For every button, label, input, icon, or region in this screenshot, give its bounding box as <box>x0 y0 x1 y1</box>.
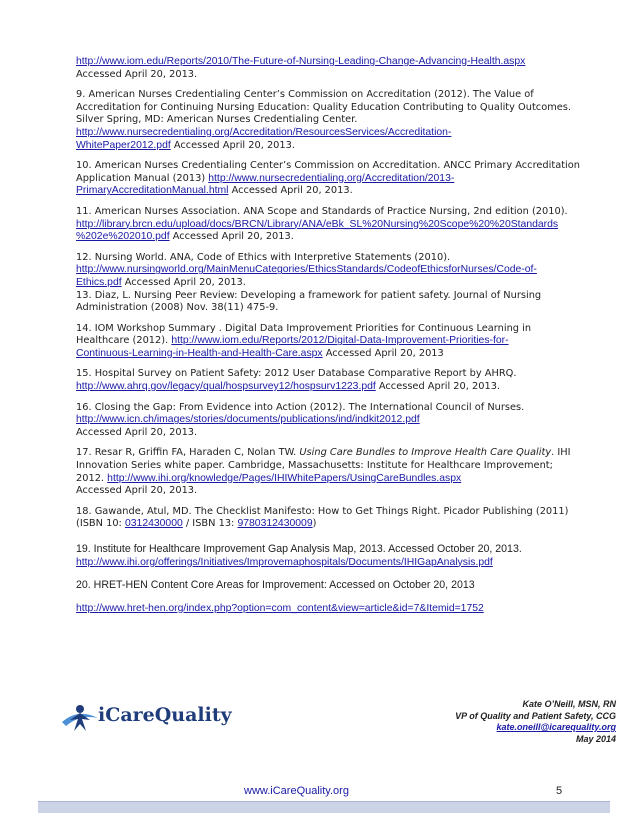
reference-link[interactable]: 9780312430009 <box>237 518 313 530</box>
reference-line <box>76 185 572 198</box>
logo-text: iCareQuality <box>98 704 232 726</box>
references-list <box>76 56 580 623</box>
reference-text: Accessed April 20, 2013. <box>121 276 246 288</box>
reference-text: Accessed April 20, 2013. <box>76 68 198 80</box>
reference-link[interactable]: http://www.icn.ch/images/stories/documents/publications/ind/indkit2012.pdf <box>76 414 420 426</box>
reference-text: (ISBN 10: <box>76 518 125 530</box>
reference-text: 12. Nursing World. ANA, Code of Ethics with Interpretive Statements (2010). <box>76 251 451 263</box>
author-name: Kate O’Neill, MSN, RN <box>522 699 616 709</box>
reference-line <box>76 460 572 473</box>
reference-line <box>76 89 572 102</box>
reference-link[interactable]: %202e%202010.pdf <box>76 231 170 243</box>
reference-text: Accreditation for Continuing Nursing Education: Quality Education Contributing to Quality Outcomes. <box>76 101 571 113</box>
reference-link[interactable]: http://www.nursecredentialing.org/Accreditation/2013- <box>208 172 455 184</box>
reference-text: Accessed April 20, 2013. <box>76 426 198 438</box>
reference-link[interactable]: http://library.brcn.edu/upload/docs/BRCN/Library/ANA/eBk_SL%20Nursing%20Scope%20%20Standards <box>76 218 559 230</box>
reference-text: Innovation Series white paper. Cambridge, Massachusetts: Institute for Healthcare Improvement; <box>76 460 553 472</box>
reference-text: 9. American Nurses Credentialing Center’s Commission on Accreditation (2012). The Value of <box>76 89 534 101</box>
reference-text: / ISBN 13: <box>182 518 238 530</box>
reference-link[interactable]: http://www.nursingworld.org/MainMenuCategories/EthicsStandards/CodeofEthicsforNurses/Code-of- <box>76 264 537 276</box>
reference-line <box>76 277 572 290</box>
reference-text: Accessed April 20, 2013. <box>76 485 198 497</box>
reference-line <box>76 485 572 498</box>
author-title: VP of Quality and Patient Safety, CCG <box>455 710 616 721</box>
reference-line <box>76 264 572 277</box>
reference-line <box>76 414 572 427</box>
reference-text: Accessed April 20, 2013. <box>169 231 294 243</box>
reference-line <box>76 140 572 153</box>
reference-entry <box>76 252 572 315</box>
reference-line <box>76 518 572 531</box>
reference-text: . IHI <box>551 447 571 459</box>
reference-text: Administration (2008) Nov. 38(11) 475-9. <box>76 302 279 314</box>
reference-entry <box>76 579 572 593</box>
reference-line <box>76 603 572 616</box>
reference-line <box>76 252 572 265</box>
reference-entry <box>76 206 572 244</box>
reference-text: 11. American Nurses Association. ANA Scope and Standards of Practice Nursing, 2nd edition (2010). <box>76 205 568 217</box>
author-email-link[interactable]: kate.oneill@icarequality.org <box>496 722 616 732</box>
reference-text: 14. IOM Workshop Summary . Digital Data Improvement Priorities for Continuous Learning in <box>76 322 532 334</box>
reference-text: 20. HRET-HEN Content Core Areas for Improvement: Accessed on October 20, 2013 <box>76 579 475 592</box>
reference-text: 10. American Nurses Credentialing Center’s Commission on Accreditation. ANCC Primary Accreditation <box>76 160 580 172</box>
reference-line <box>76 290 572 303</box>
reference-text: 2012. <box>76 472 108 484</box>
footer-website-link[interactable]: www.iCareQuality.org <box>244 785 349 797</box>
reference-line <box>76 557 572 570</box>
reference-line <box>76 402 572 415</box>
reference-text: 18. Gawande, Atul, MD. The Checklist Manifesto: How to Get Things Right. Picador Publishing (2011) <box>76 505 569 517</box>
reference-entry <box>76 447 572 497</box>
reference-entry <box>76 160 580 198</box>
reference-entry <box>76 323 572 361</box>
reference-text: Accessed April 20, 2013. <box>375 381 501 393</box>
reference-link[interactable]: http://www.ihi.org/knowledge/Pages/IHIWhitePapers/UsingCareBundles.aspx <box>107 472 462 484</box>
reference-line <box>76 219 572 232</box>
reference-text: Healthcare (2012). <box>76 335 172 347</box>
reference-entry <box>76 368 572 393</box>
reference-link[interactable]: http://www.hret-hen.org/index.php?option=com_content&view=article&id=7&Itemid=1752 <box>76 602 484 614</box>
star-person-icon <box>60 700 100 734</box>
reference-text: Accessed October 20, 2013. <box>388 543 522 555</box>
reference-line <box>76 160 580 173</box>
reference-line <box>76 323 572 336</box>
reference-line <box>76 127 572 140</box>
reference-line <box>76 302 572 315</box>
reference-entry <box>76 543 572 569</box>
reference-link[interactable]: PrimaryAccreditationManual.html <box>76 185 229 197</box>
reference-line <box>76 173 572 186</box>
reference-line <box>76 447 572 460</box>
icarequality-logo <box>60 700 232 734</box>
reference-entry <box>76 56 572 81</box>
reference-line <box>76 102 572 115</box>
reference-link[interactable]: http://www.iom.edu/Reports/2010/The-Future-of-Nursing-Leading-Change-Advancing-Health.aspx <box>76 56 526 67</box>
reference-line <box>76 206 572 219</box>
reference-text: Accessed April 20, 2013. <box>170 139 295 151</box>
reference-text: Application Manual (2013) <box>76 172 209 184</box>
reference-text: 13. Diaz, L. Nursing Peer Review: Developing a framework for patient safety. Journal of Nursing <box>76 289 542 301</box>
reference-text: 16. Closing the Gap: From Evidence into Action (2012). The International Council of Nurses. <box>76 401 525 413</box>
reference-line <box>76 506 572 519</box>
reference-link[interactable]: Continuous-Learning-in-Health-and-Health-Care.aspx <box>76 347 323 359</box>
reference-line <box>76 579 572 593</box>
reference-line <box>76 473 572 486</box>
reference-line <box>76 543 572 557</box>
reference-line <box>76 231 572 244</box>
reference-italic-title: Using Care Bundles to Improve Health Care Quality <box>299 447 552 459</box>
reference-text: 15. Hospital Survey on Patient Safety: 2012 User Database Comparative Report by AHRQ. <box>76 368 517 380</box>
reference-entry <box>76 506 572 531</box>
reference-text: 17. Resar R, Griffin FA, Haraden C, Nolan TW. <box>76 447 300 459</box>
reference-link[interactable]: Ethics.pdf <box>76 276 122 288</box>
page-number: 5 <box>556 785 563 797</box>
reference-line <box>76 114 572 127</box>
reference-text: Accessed April 20, 2013. <box>228 185 353 197</box>
reference-entry <box>76 603 572 616</box>
reference-text: 19. Institute for Healthcare Improvement Gap Analysis Map, 2013. <box>76 543 389 555</box>
reference-entry <box>76 89 572 152</box>
author-date: May 2014 <box>575 733 616 744</box>
reference-link[interactable]: http://www.ihi.org/offerings/Initiatives/Improvemaphospitals/Documents/IHIGapAnalysis.pdf <box>76 556 493 568</box>
reference-line <box>76 56 572 69</box>
reference-entry <box>76 402 572 440</box>
reference-text: Accessed April 20, 2013 <box>322 347 444 359</box>
reference-link[interactable]: http://www.iom.edu/Reports/2012/Digital-Data-Improvement-Priorities-for- <box>171 335 509 347</box>
footer-bar <box>38 801 610 813</box>
reference-line <box>76 368 572 381</box>
reference-text: ) <box>312 518 317 530</box>
author-block <box>455 699 616 745</box>
reference-link[interactable]: 0312430000 <box>124 518 183 530</box>
reference-link[interactable]: http://www.nursecredentialing.org/Accreditation/ResourcesServices/Accreditation- <box>76 126 452 138</box>
reference-link[interactable]: http://www.ahrq.gov/legacy/qual/hospsurvey12/hospsurv1223.pdf <box>76 381 376 393</box>
reference-line <box>76 381 572 394</box>
reference-line <box>76 69 572 82</box>
reference-line <box>76 335 572 348</box>
reference-text: Silver Spring, MD: American Nurses Credentialing Center. <box>76 114 358 126</box>
reference-line <box>76 427 572 440</box>
reference-link[interactable]: WhitePaper2012.pdf <box>76 139 171 151</box>
reference-line <box>76 348 572 361</box>
